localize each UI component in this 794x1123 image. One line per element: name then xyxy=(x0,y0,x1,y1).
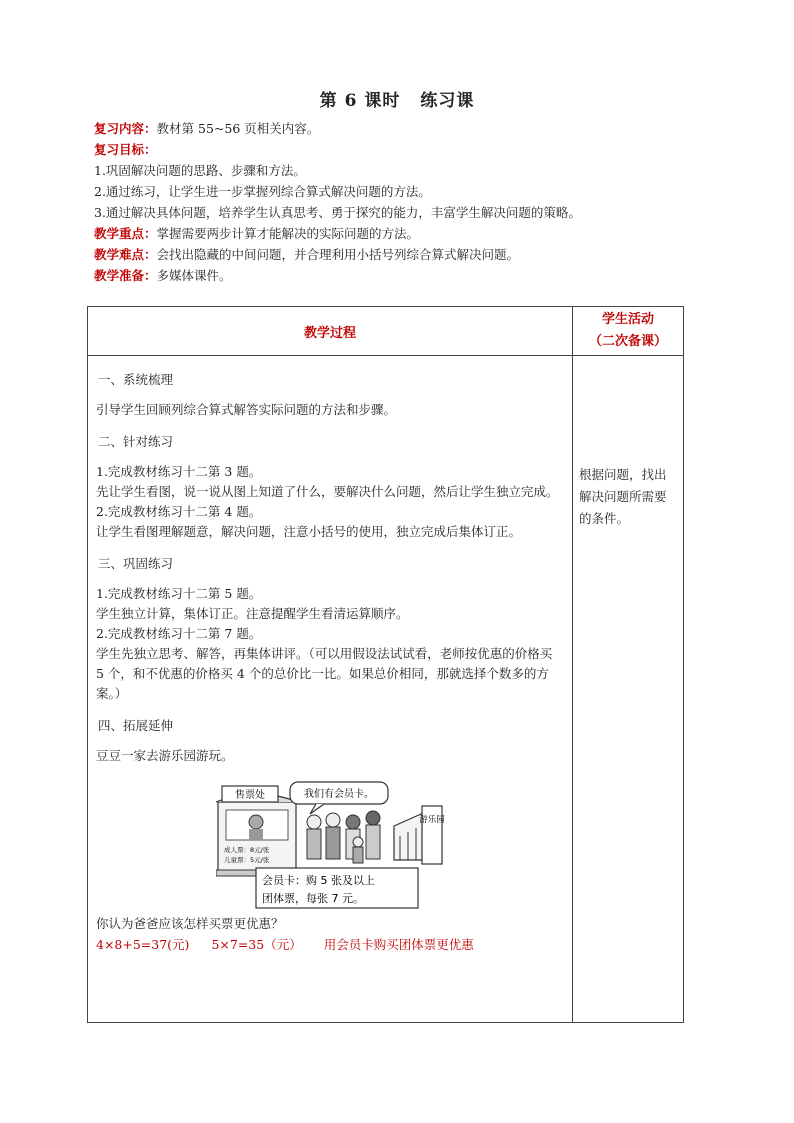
side-note-text: 根据问题，找出解决问题所需要的条件。 xyxy=(579,467,667,526)
paragraph: 豆豆一家去游乐园游玩。 xyxy=(96,748,234,763)
ticket-booth-drawing xyxy=(216,780,546,910)
page-title xyxy=(0,86,794,111)
prep-label: 教学准备： xyxy=(94,268,157,283)
review-content-text: 教材第 55~56 页相关内容。 xyxy=(156,121,320,136)
key-point-text: 掌握需要两步计算才能解决的实际问题的方法。 xyxy=(156,226,420,241)
child-price: 儿童票：5元/张 xyxy=(224,856,270,864)
paragraph: 2.完成教材练习十二第 7 题。 xyxy=(96,626,262,641)
paragraph: 1.完成教材练习十二第 5 题。 xyxy=(96,586,262,601)
review-content-label: 复习内容： xyxy=(94,121,157,136)
difficulty-label: 教学难点： xyxy=(94,247,157,262)
paragraph: 学生先独立思考、解答，再集体讲评。（可以用假设法试试看，老师按优惠的价格买 5 个，和不优惠的价格买 4 个的总价比一比。如果总价相同，那就选择个数多的方案。） xyxy=(96,646,553,701)
section-title: 四、拓展延伸 xyxy=(98,718,174,733)
goal-item: 1.巩固解决问题的思路、步骤和方法。 xyxy=(94,163,306,178)
paragraph: 先让学生看图，说一说从图上知道了什么，要解决什么问题，然后让学生独立完成。 xyxy=(96,484,559,499)
park-sign: 游乐园 xyxy=(419,815,445,825)
prep-text: 多媒体课件。 xyxy=(156,268,232,283)
activity-column-header xyxy=(573,307,684,356)
paragraph: 1.完成教材练习十二第 3 题。 xyxy=(96,464,262,479)
key-point-line xyxy=(94,223,694,244)
question: 你认为爸爸应该怎样买票更优惠？ xyxy=(96,916,284,931)
answer-calc-2: 5×7=35（元） xyxy=(211,937,302,952)
process-column-header: 教学过程 xyxy=(88,307,573,356)
goals-line xyxy=(94,139,694,160)
section-title: 二、针对练习 xyxy=(98,434,174,449)
answer-line xyxy=(96,936,564,954)
booth-sign: 售票处 xyxy=(235,790,265,801)
process-cell xyxy=(88,356,573,1023)
activity-header-line1: 学生活动 xyxy=(601,312,654,327)
member-card-line2: 团体票，每张 7 元。 xyxy=(262,892,364,905)
activity-header-line2: （二次备课） xyxy=(588,334,667,349)
student-activity-cell xyxy=(573,356,684,1023)
difficulty-line xyxy=(94,244,694,265)
lesson-header xyxy=(94,118,694,286)
section-title: 三、巩固练习 xyxy=(98,556,174,571)
goal-item: 2.通过练习，让学生进一步掌握列综合算式解决问题的方法。 xyxy=(94,184,431,199)
lesson-number: 第 6 课时 xyxy=(319,91,401,111)
key-point-label: 教学重点： xyxy=(94,226,157,241)
section-title: 一、系统梳理 xyxy=(98,372,174,387)
paragraph: 2.完成教材练习十二第 4 题。 xyxy=(96,504,262,519)
speech-bubble: 我们有会员卡。 xyxy=(304,789,374,800)
review-content-line xyxy=(94,118,694,139)
goal-item: 3.通过解决具体问题，培养学生认真思考、勇于探究的能力，丰富学生解决问题的策略。 xyxy=(94,205,581,220)
member-card-line1: 会员卡：购 5 张及以上 xyxy=(262,874,375,887)
adult-price: 成人票：8元/张 xyxy=(224,846,270,854)
paragraph: 学生独立计算，集体订正。注意提醒学生看清运算顺序。 xyxy=(96,606,409,621)
paragraph: 让学生看图理解题意，解决问题，注意小括号的使用，独立完成后集体订正。 xyxy=(96,524,522,539)
goals-label: 复习目标： xyxy=(94,142,157,157)
difficulty-text: 会找出隐藏的中间问题，并合理利用小括号列综合算式解决问题。 xyxy=(156,247,520,262)
prep-line xyxy=(94,265,694,286)
lesson-name: 练习课 xyxy=(420,91,475,111)
paragraph: 引导学生回顾列综合算式解答实际问题的方法和步骤。 xyxy=(96,402,397,417)
amusement-park-illustration xyxy=(216,780,546,910)
answer-conclusion: 用会员卡购买团体票更优惠 xyxy=(323,937,474,952)
answer-calc-1: 4×8+5=37(元) xyxy=(96,937,190,952)
lesson-plan-table xyxy=(87,306,684,1023)
